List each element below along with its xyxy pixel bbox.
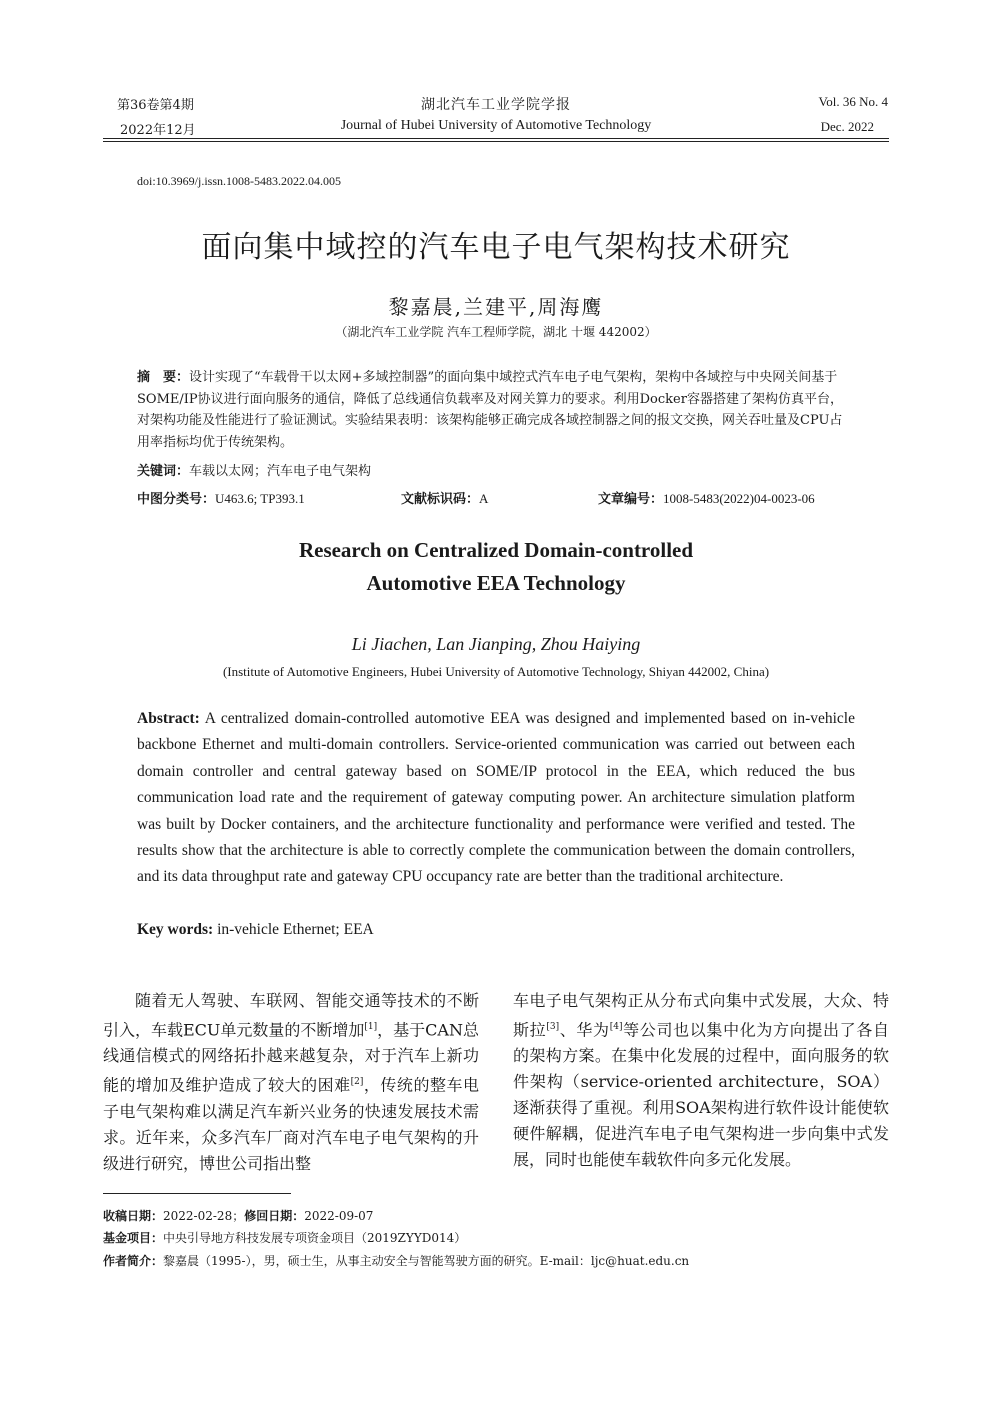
abstract-cn-label: 摘 要： xyxy=(137,370,190,385)
authors-en: Li Jiachen, Lan Jianping, Zhou Haiying xyxy=(351,634,641,654)
abstract-en-label: Abstract: xyxy=(137,710,200,727)
citation-ref[interactable]: [1] xyxy=(364,1022,378,1032)
document-code xyxy=(401,488,488,507)
keywords-en xyxy=(137,917,855,943)
body-paragraph xyxy=(513,988,889,1173)
affiliation-en: (Institute of Automotive Engineers, Hubei University of Automotive Technology, Shiyan 442002, China) xyxy=(222,664,770,679)
journal-name-en: Journal of Hubei University of Automotive Technology xyxy=(340,118,652,133)
fund-value: 中央引导地方科技发展专项资金项目（2019ZYYD014） xyxy=(163,1231,467,1245)
footnote-fund xyxy=(103,1229,466,1246)
author-bio-value: 黎嘉晨（1995-），男，硕士生，从事主动安全与智能驾驶方面的研究。E-mail：ljc@huat.edu.cn xyxy=(163,1254,690,1268)
paper-title-cn: 面向集中域控的汽车电子电气架构技术研究 xyxy=(201,230,791,265)
body-text: 等公司也以集中化为方向提出了各自的架构方案。在集中化发展的过程中，面向服务的软件架构（service-oriented architecture，SOA）逐渐获得了重视。利用SOA架构进行软件设计能使软硬件解耦，促进汽车电子电气架构进一步向集中式发展，同时也能使车载软件向多元化发展。 xyxy=(513,1020,889,1170)
author-bio-label: 作者简介： xyxy=(103,1254,164,1268)
paper-title-en-line2: Automotive EEA Technology xyxy=(366,571,626,595)
citation-ref[interactable]: [4] xyxy=(609,1022,623,1032)
doi: doi:10.3969/j.issn.1008-5483.2022.04.005 xyxy=(137,174,342,188)
keywords-cn-text: 车载以太网；汽车电子电气架构 xyxy=(189,464,372,479)
footnote-dates xyxy=(103,1207,373,1224)
clc-number xyxy=(137,488,305,507)
document-code-label: 文献标识码： xyxy=(401,492,480,507)
issue-number: 第36卷第4期 xyxy=(117,98,194,113)
abstract-en-text: A centralized domain-controlled automotive EEA was designed and implemented based on in-vehicle backbone Ethernet and multi-domain controllers. Service-oriented communication was carried out between each domain controller and central gateway based on SOME/IP protocol in the EEA, which reduced the bus communication load rate and the requirement of gateway computing power. An architecture simulation platform was built by Docker containers, and the architecture functionality and performance were verified and tested. The results show that the architecture is able to correctly complete the communication between the domain controllers, and its data throughput rate and gateway CPU occupancy rate are better than the traditional architecture. xyxy=(137,710,855,886)
fund-label: 基金项目： xyxy=(103,1231,164,1245)
abstract-cn xyxy=(137,367,855,453)
received-label: 收稿日期： xyxy=(103,1209,164,1223)
header-rule-thin xyxy=(103,141,889,142)
authors-cn: 黎嘉晨,兰建平,周海鹰 xyxy=(388,295,604,319)
body-column-left xyxy=(103,988,479,1177)
journal-name-cn: 湖北汽车工业学院学报 xyxy=(421,97,571,113)
article-number xyxy=(598,488,815,507)
citation-ref[interactable]: [3] xyxy=(546,1022,560,1032)
body-text: 随着无人驾驶、车联网、智能交通等技术的不断引入，车载ECU单元数量的不断增加 xyxy=(103,991,479,1040)
publication-date-en: Dec. 2022 xyxy=(820,119,874,134)
footnote-author xyxy=(103,1252,689,1269)
citation-ref[interactable]: [2] xyxy=(350,1077,364,1088)
received-value: 2022-02-28； xyxy=(163,1209,245,1223)
clc-value: U463.6; TP393.1 xyxy=(215,491,305,506)
body-text: 车电子电气架构正从分布式向集中式发展，大众、特斯拉 xyxy=(513,991,889,1040)
body-paragraph xyxy=(103,988,479,1177)
abstract-cn-text: 设计实现了“车载骨干以太网+多域控制器”的面向集中域控式汽车电子电气架构，架构中各域控与中央网关间基于SOME/IP协议进行面向服务的通信，降低了总线通信负载率及对网关算力的要求。利用Docker容器搭建了架构仿真平台，对架构功能及性能进行了验证测试。实验结果表明：该架构能够正确完成各域控制器之间的报文交换，网关吞吐量及CPU占用率指标均优于传统架构。 xyxy=(137,370,843,450)
keywords-en-text: in-vehicle Ethernet; EEA xyxy=(217,921,374,938)
body-text: ，基于CAN总线通信模式的网络拓扑越来越复杂，对于汽车上新功能的增加及维护造成了较大的困难 xyxy=(103,1020,479,1095)
clc-label: 中图分类号： xyxy=(137,492,216,507)
header-rule xyxy=(103,138,889,139)
volume-number: Vol. 36 No. 4 xyxy=(818,94,888,109)
keywords-en-label: Key words: xyxy=(137,921,214,938)
revised-label: 修回日期： xyxy=(244,1209,305,1223)
keywords-cn-label: 关键词： xyxy=(137,464,190,479)
document-code-value: A xyxy=(479,491,489,506)
abstract-en xyxy=(137,706,855,891)
article-number-value: 1008-5483(2022)04-0023-06 xyxy=(663,491,815,506)
footnote-rule xyxy=(103,1193,291,1194)
article-number-label: 文章编号： xyxy=(598,492,664,507)
publication-date-cn: 2022年12月 xyxy=(120,123,196,138)
revised-value: 2022-09-07 xyxy=(304,1209,374,1223)
keywords-cn xyxy=(137,461,855,483)
body-text: ，传统的整车电子电气架构难以满足汽车新兴业务的快速发展技术需求。近年来，众多汽车厂商对汽车电子电气架构的升级进行研究，博世公司指出整 xyxy=(103,1075,479,1173)
paper-title-en-line1: Research on Centralized Domain-controlled xyxy=(298,538,694,562)
body-column-right xyxy=(513,988,889,1173)
body-text: 、华为 xyxy=(559,1020,610,1040)
affiliation-cn: （湖北汽车工业学院 汽车工程师学院，湖北 十堰 442002） xyxy=(335,325,657,339)
